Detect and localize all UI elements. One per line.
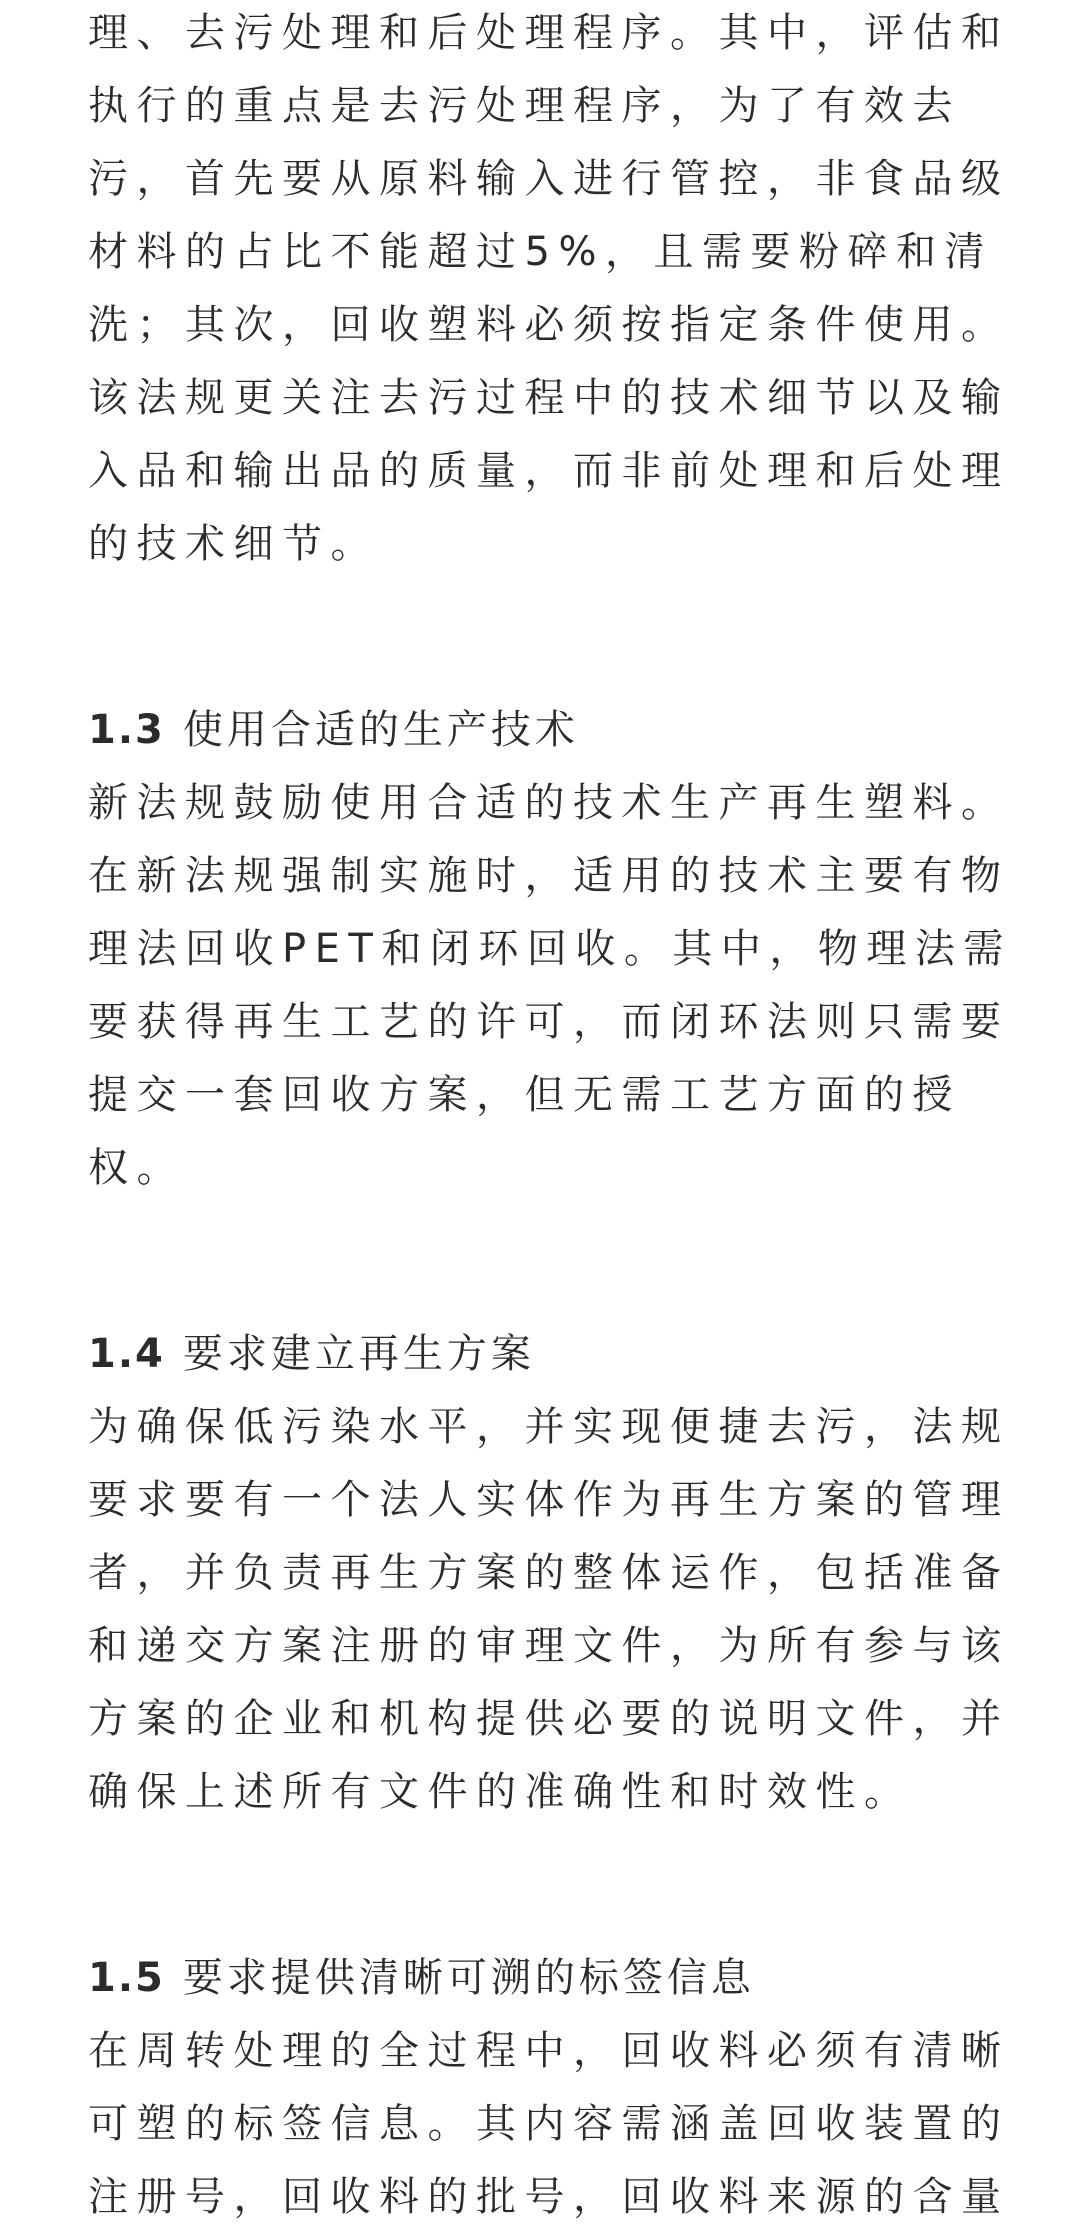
text-line: 在周转处理的全过程中，回收料必须有清晰 [88, 2028, 1010, 2074]
section-1-3 [88, 694, 1012, 1205]
text-line: 要获得再生工艺的许可，而闭环法则只需要 [88, 999, 1010, 1045]
text-line: 权。 [88, 1145, 185, 1191]
text-line: 在新法规强制实施时，适用的技术主要有物 [88, 853, 1010, 899]
text-line: 要求要有一个法人实体作为再生方案的管理 [88, 1477, 1010, 1523]
text-line: 理法回收PET和闭环回收。其中，物理法需 [88, 926, 1012, 972]
text-line: 该法规更关注去污过程中的技术细节以及输 [88, 375, 1010, 421]
text-line: 确保上述所有文件的准确性和时效性。 [88, 1769, 913, 1815]
text-line: 洗；其次，回收塑料必须按指定条件使用。 [88, 302, 1010, 348]
text-line: 可塑的标签信息。其内容需涵盖回收装置的 [88, 2101, 1010, 2147]
text-line: 的技术细节。 [88, 521, 379, 567]
section-heading [88, 694, 992, 767]
section-title: 要求建立再生方案 [182, 1331, 535, 1377]
paragraph-intro [88, 0, 1010, 581]
text-line: 理、去污处理和后处理程序。其中，评估和 [88, 10, 1010, 56]
section-number: 1.3 [88, 707, 165, 753]
section-1-5 [88, 1942, 1010, 2234]
text-line: 入品和输出品的质量，而非前处理和后处理 [88, 448, 1010, 494]
text-line: 执行的重点是去污处理程序，为了有效去 [88, 83, 961, 129]
section-title: 要求提供清晰可溯的标签信息 [182, 1955, 755, 2001]
section-heading [88, 1942, 992, 2015]
section-number: 1.4 [88, 1331, 165, 1377]
article-body [88, 0, 1012, 2234]
text-line: 为确保低污染水平，并实现便捷去污，法规 [88, 1404, 1010, 1450]
section-1-4 [88, 1318, 1010, 1829]
section-heading [88, 1318, 992, 1391]
text-line: 注册号，回收料的批号，回收料来源的含量 [88, 2174, 1010, 2220]
section-title: 使用合适的生产技术 [182, 707, 579, 753]
section-number: 1.5 [88, 1955, 165, 2001]
text-line: 者，并负责再生方案的整体运作，包括准备 [88, 1550, 1010, 1596]
text-line: 方案的企业和机构提供必要的说明文件，并 [88, 1696, 1010, 1742]
text-line: 材料的占比不能超过5%，且需要粉碎和清 [88, 229, 993, 275]
text-line: 污，首先要从原料输入进行管控，非食品级 [88, 156, 1010, 202]
text-line: 提交一套回收方案，但无需工艺方面的授 [88, 1072, 961, 1118]
text-line: 新法规鼓励使用合适的技术生产再生塑料。 [88, 780, 1010, 826]
text-line: 和递交方案注册的审理文件，为所有参与该 [88, 1623, 1010, 1669]
